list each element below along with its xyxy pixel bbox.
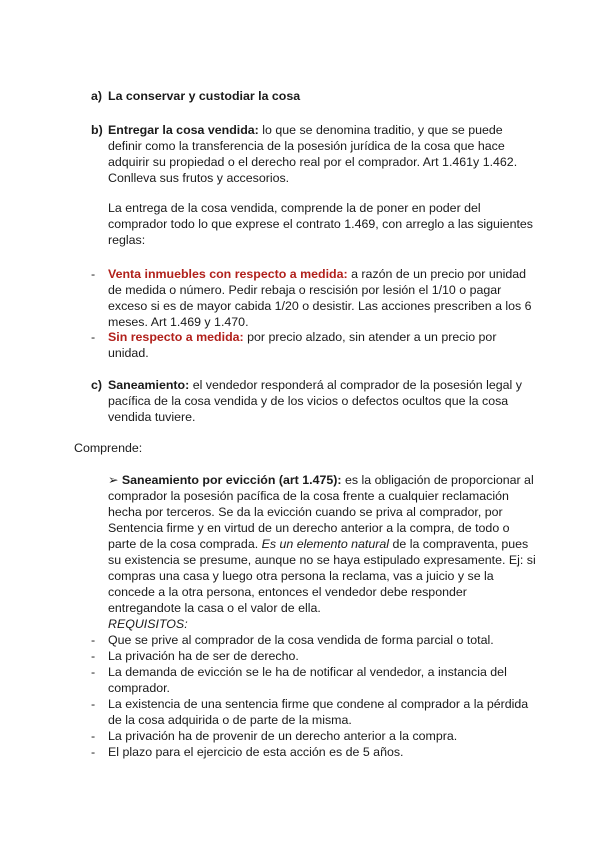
rule-1-line-2: de medida o número. Pedir rebaja o rescisión por lesión el 1/10 o pagar xyxy=(108,283,502,297)
req-3-dash: - xyxy=(91,665,96,679)
comprende-label: Comprende: xyxy=(74,441,143,455)
item-b-para2-line-3: reglas: xyxy=(108,233,146,247)
req-4-line-2: de la cosa adquirida o de parte de la misma. xyxy=(108,713,352,727)
eviccion-line-5a: parte de la cosa comprada. xyxy=(108,537,259,551)
eviccion-text: es la obligación de proporcionar al xyxy=(344,473,534,487)
eviccion-line-5 xyxy=(108,536,528,552)
eviccion-line-8: concede a la otra persona, entonces el vendedor debe responder xyxy=(108,585,467,599)
req-4-dash: - xyxy=(91,697,96,711)
eviccion-line-2: comprador la posesión pacífica de la cosa frente a cualquier reclamación xyxy=(108,489,509,503)
item-b-marker: b) xyxy=(91,123,103,137)
req-6-dash: - xyxy=(91,745,96,759)
req-4-line-1: La existencia de una sentencia firme que condene al comprador a la pérdida xyxy=(108,697,529,711)
rule-2-text: por precio alzado, sin atender a un precio por xyxy=(247,330,497,344)
rule-2-line-1 xyxy=(108,329,496,345)
eviccion-title: Saneamiento por evicción (art 1.475): xyxy=(121,473,342,487)
arrow-bullet-icon: ➢ xyxy=(108,473,119,487)
rule-1-line-1 xyxy=(108,266,526,282)
rule-1-dash: - xyxy=(91,267,96,281)
item-b-line-2: definir como la transferencia de la posesión jurídica de la cosa que hace xyxy=(108,139,505,153)
item-c-line-3: vendida tuviere. xyxy=(108,410,196,424)
item-a-marker: a) xyxy=(91,89,103,103)
item-b-line-3: adquirir su propiedad o el derecho real por el comprador. Art 1.461y 1.462. xyxy=(108,155,518,169)
req-2-dash: - xyxy=(91,649,96,663)
item-c-title: Saneamiento: xyxy=(108,378,190,392)
eviccion-line-1 xyxy=(108,472,534,488)
item-c-text: el vendedor responderá al comprador de la posesión legal y xyxy=(192,378,522,392)
item-b-line-1 xyxy=(108,122,503,138)
rule-1-line-4: meses. Art 1.469 y 1.470. xyxy=(108,315,249,329)
item-b-text: lo que se denomina traditio, y que se puede xyxy=(262,123,503,137)
rule-1-title: Venta inmuebles con respecto a medida: xyxy=(108,267,348,281)
item-c-line-1 xyxy=(108,377,522,393)
rule-2-title: Sin respecto a medida: xyxy=(108,330,244,344)
item-b-title: Entregar la cosa vendida: xyxy=(108,123,259,137)
eviccion-line-3: hecha por terceros. Se da la evicción cuando se priva al comprador, por xyxy=(108,505,503,519)
eviccion-line-5c: de la compraventa, pues xyxy=(392,537,529,551)
req-2-line-1: La privación ha de ser de derecho. xyxy=(108,649,299,663)
eviccion-line-7: compras una casa y luego otra persona la reclama, vas a juicio y se la xyxy=(108,569,494,583)
req-3-line-2: comprador. xyxy=(108,681,170,695)
eviccion-line-9: entregandote la casa o el valor de ella. xyxy=(108,601,321,615)
req-5-dash: - xyxy=(91,729,96,743)
item-c-line-2: pacífica de la cosa vendida y de los vicios o defectos ocultos que la cosa xyxy=(108,394,509,408)
rule-1-line-3: exceso si es de mayor cabida 1/20 o desistir. Las acciones prescriben a los 6 xyxy=(108,299,532,313)
eviccion-line-6: su existencia se presume, aunque no se haya estipulado expresamente. Ej: si xyxy=(108,553,536,567)
req-6-line-1: El plazo para el ejercicio de esta acción es de 5 años. xyxy=(108,745,404,759)
rule-2-dash: - xyxy=(91,330,96,344)
item-c-marker: c) xyxy=(91,378,103,392)
req-3-line-1: La demanda de evicción se le ha de notificar al vendedor, a instancia del xyxy=(108,665,507,679)
req-1-dash: - xyxy=(91,633,96,647)
eviccion-line-4: Sentencia firme y en virtud de un derecho anterior a la compra, de todo o xyxy=(108,521,510,535)
requisitos-label: REQUISITOS: xyxy=(108,617,188,631)
req-5-line-1: La privación ha de provenir de un derecho anterior a la compra. xyxy=(108,729,458,743)
item-b-line-4: Conlleva sus frutos y accesorios. xyxy=(108,171,290,185)
item-b-para2-line-2: comprador todo lo que exprese el contrato 1.469, con arreglo a las siguientes xyxy=(108,217,533,231)
req-1-line-1: Que se prive al comprador de la cosa vendida de forma parcial o total. xyxy=(108,633,494,647)
eviccion-natural-element: Es un elemento natural xyxy=(261,537,390,551)
rule-1-text: a razón de un precio por unidad xyxy=(351,267,527,281)
item-a-text: La conservar y custodiar la cosa xyxy=(108,89,301,103)
rule-2-line-2: unidad. xyxy=(108,346,149,360)
item-b-para2-line-1: La entrega de la cosa vendida, comprende la de poner en poder del xyxy=(108,201,481,215)
